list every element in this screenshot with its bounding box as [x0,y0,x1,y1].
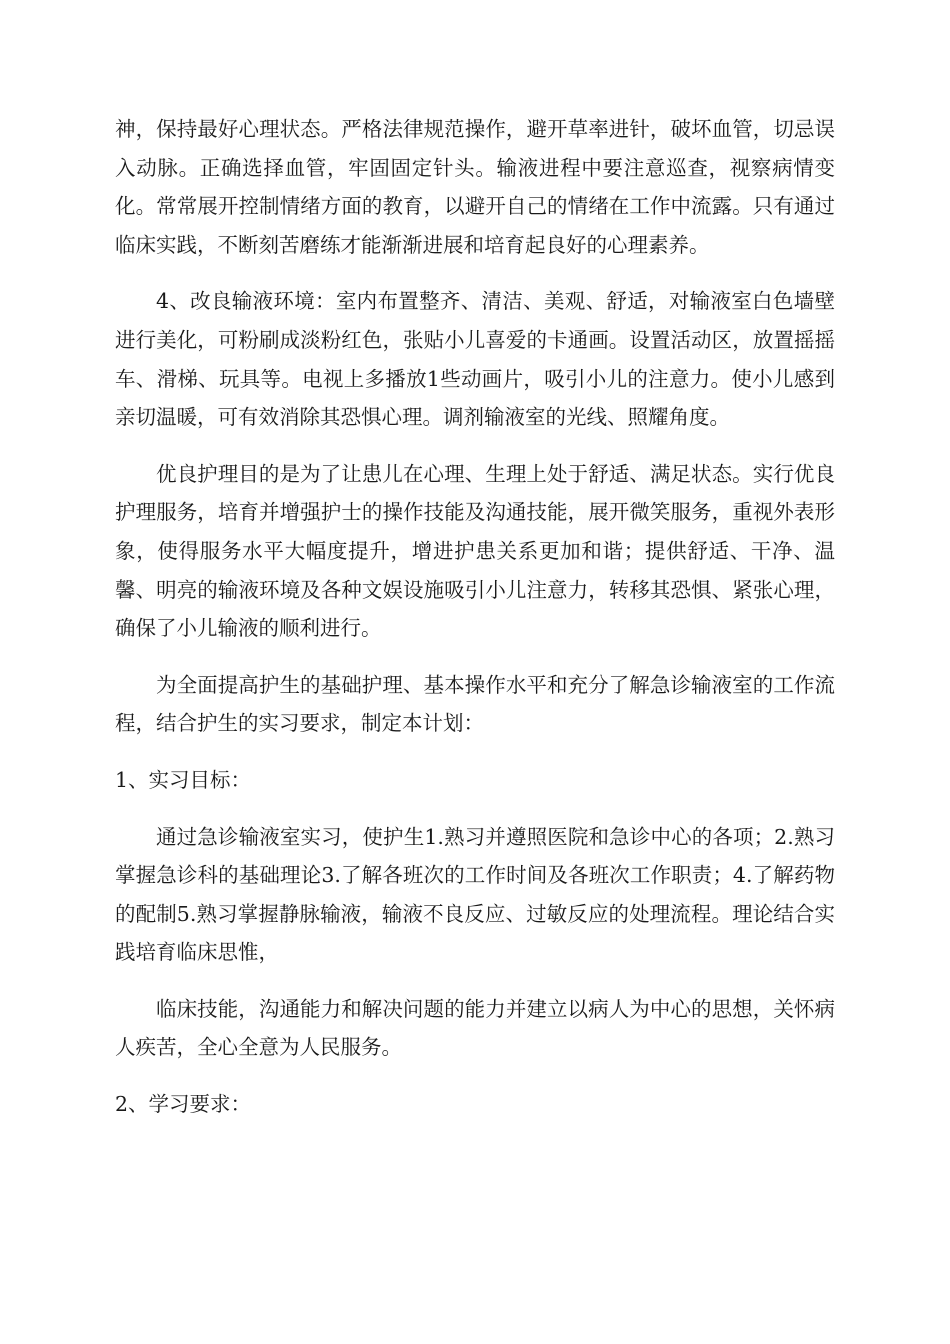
paragraph-clinical-skills: 临床技能，沟通能力和解决问题的能力并建立以病人为中心的思想，关怀病人疾苦，全心全意为人民服务。 [115,996,835,1060]
document-page [115,110,835,1142]
paragraph-quality-nursing: 优良护理目的是为了让患儿在心理、生理上处于舒适、满足状态。实行优良护理服务，培育并增强护士的操作技能及沟通技能，展开微笑服务，重视外表形象，使得服务水平大幅度提升，增进护患关系更加和谐；提供舒适、干净、温馨、明亮的输液环境及各种文娱设施吸引小儿注意力，转移其恐惧、紧张心理，确保了小儿输液的顺利进行。 [115,461,835,641]
paragraph-environment-improvement: 4、改良输液环境：室内布置整齐、清洁、美观、舒适，对输液室白色墙壁进行美化，可粉刷成淡粉红色，张贴小儿喜爱的卡通画。设置活动区，放置摇摇车、滑梯、玩具等。电视上多播放1些动画片，吸引小儿的注意力。使小儿感到亲切温暖，可有效消除其恐惧心理。调剂输液室的光线、照耀角度。 [115,289,835,430]
heading-internship-goals: 1、实习目标： [115,767,252,792]
paragraph-psychology-continued: 神，保持最好心理状态。严格法律规范操作，避开草率进针，破坏血管，切忌误入动脉。正确选择血管，牢固固定针头。输液进程中要注意巡查，视察病情变化。常常展开控制情绪方面的教育，以避开自己的情绪在工作中流露。只有通过临床实践，不断刻苦磨练才能渐渐进展和培育起良好的心理素养。 [115,117,835,257]
heading-study-requirements: 2、学习要求： [115,1092,252,1117]
paragraph-internship-goals: 通过急诊输液室实习，使护生1.熟习并遵照医院和急诊中心的各项；2.熟习掌握急诊科的基础理论3.了解各班次的工作时间及各班次工作职责；4.了解药物的配制5.熟习掌握静脉输液，输液不良反应、过敏反应的处理流程。理论结合实践培育临床思惟， [115,824,835,965]
paragraph-plan-intro: 为全面提高护生的基础护理、基本操作水平和充分了解急诊输液室的工作流程，结合护生的实习要求，制定本计划： [115,672,835,736]
